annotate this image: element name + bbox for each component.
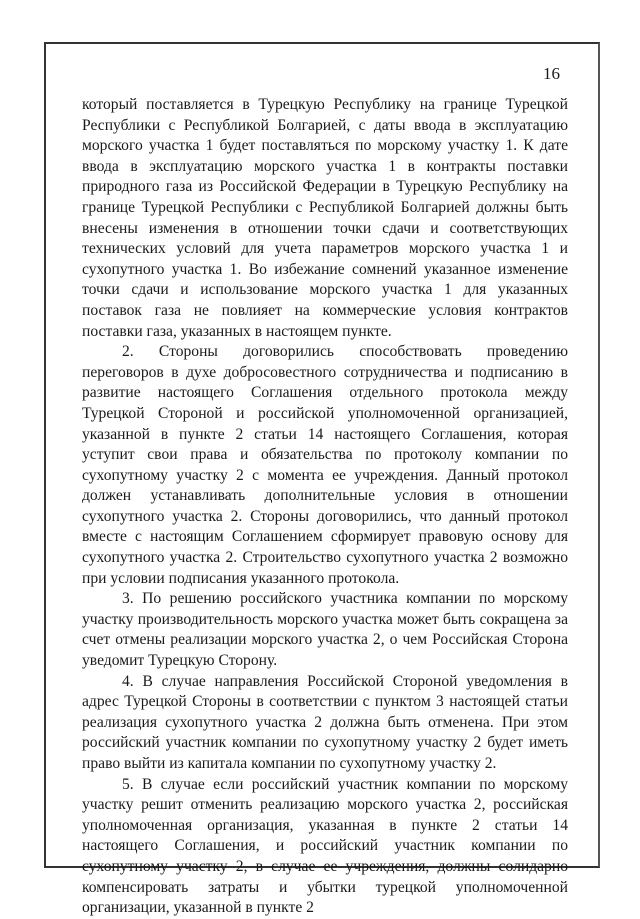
paragraph-continuation: который поставляется в Турецкую Республику на границе Турецкой Республики с Республикой Болгарией, с даты ввода в эксплуатацию морского участка 1 будет поставляться по морскому участку 1. К дате ввода в эксплуатацию морского участка 1 в контракты поставки природного газа из Российской Федерации в Турецкую Республику на границе Турецкой Республики с Республикой Болгарией должны быть внесены изменения в отношении точки сдачи и соответствующих технических условий для учета параметров морского участка 1 и сухопутного участка 1. Во избежание сомнений указанное изменение точки сдачи и использование морского участка 1 для указанных поставок газа не повлияет на коммерческие условия контрактов поставки газа, указанных в настоящем пункте. [82, 96, 568, 340]
page-number: 16 [543, 64, 560, 83]
paragraph-3: 3. По решению российского участника компании по морскому участку производительность морского участка может быть сокращена за счет отмены реализации морского участка 2, о чем Российская Сторона уведомит Турецкую Сторону. [82, 590, 568, 670]
document-page [44, 42, 600, 917]
paragraph-2: 2. Стороны договорились способствовать проведению переговоров в духе добросовестного сотрудничества и подписанию в развитие настоящего Соглашения отдельного протокола между Турецкой Стороной и российской уполномоченной организацией, указанной в пункте 2 статьи 14 настоящего Соглашения, которая уступит свои права и обязательства по протоколу компании по сухопутному участку 2 с момента ее учреждения. Данный протокол должен устанавливать дополнительные условия в отношении сухопутного участка 2. Стороны договорились, что данный протокол вместе с настоящим Соглашением сформирует правовую основу для сухопутного участка 2. Строительство сухопутного участка 2 возможно при условии подписания указанного протокола. [82, 343, 568, 587]
paragraph-5: 5. В случае если российский участник компании по морскому участку решит отменить реализацию морского участка 2, российская уполномоченная организация, указанная в пункте 2 статьи 14 настоящего Соглашения, и российский участник компании по сухопутному участку 2, в случае ее учреждения, должны солидарно компенсировать затраты и убытки турецкой уполномоченной организации, указанной в пункте 2 [82, 775, 568, 917]
document-body [82, 95, 568, 919]
paragraph-4: 4. В случае направления Российской Стороной уведомления в адрес Турецкой Стороны в соответствии с пунктом 3 настоящей статьи реализация сухопутного участка 2 должна быть отменена. При этом российский участник компании по сухопутному участку 2 будет иметь право выйти из капитала компании по сухопутному участку 2. [82, 672, 568, 772]
